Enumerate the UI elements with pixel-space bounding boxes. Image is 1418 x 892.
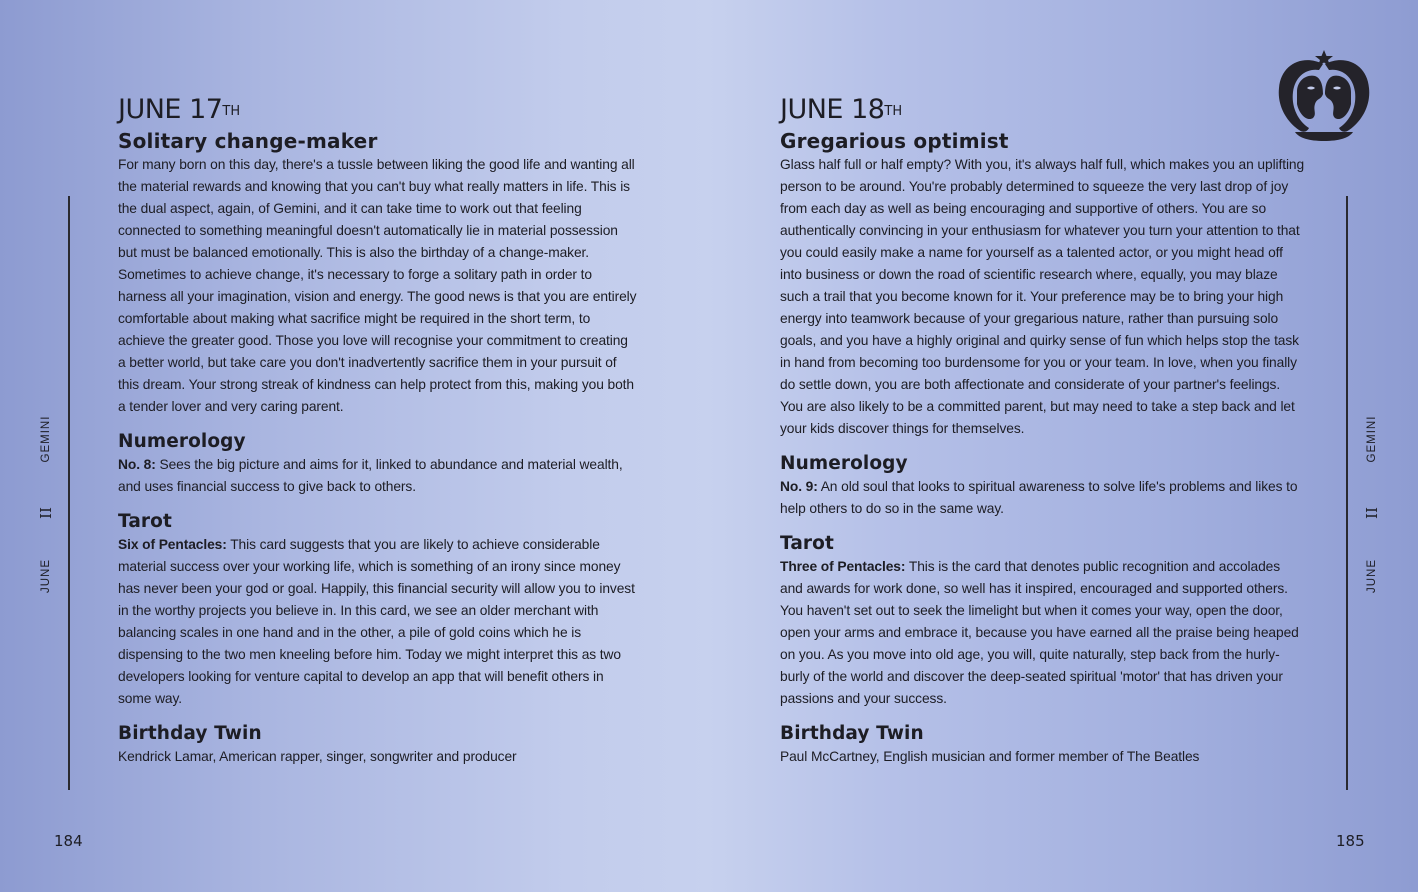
sidebar-month-label: JUNE: [1366, 558, 1378, 594]
numerology-heading: Numerology: [780, 453, 908, 474]
sidebar-sign-label: GEMINI: [40, 415, 52, 463]
tarot-text: Six of Pentacles: This card suggests that you are likely to achieve considerable material success over your working life, which is something of an irony since money has never been your god or goal. Happily, this financial security will allow you to invest in the worthy projects you believe in. In this card, we see an older merchant with balancing scales in one hand and in the other, a pile of gold coins which he is dispensing to the two men kneeling before him. Today we might interpret this as two developers looking for venture capital to develop an app that will benefit others in some way.: [118, 537, 635, 706]
tarot-heading: Tarot: [118, 511, 172, 532]
numerology-heading: Numerology: [118, 431, 246, 452]
gemini-glyph-icon: II: [37, 507, 55, 519]
tarot-heading: Tarot: [780, 533, 834, 554]
birthday-twin-heading: Birthday Twin: [780, 723, 924, 744]
numerology-text: No. 8: Sees the big picture and aims for it, linked to abundance and material wealth, and uses financial success to give back to others.: [118, 457, 623, 494]
sidebar-month-label: JUNE: [40, 558, 52, 594]
sidebar-sign-label: GEMINI: [1366, 415, 1378, 463]
entry-subtitle: Solitary change-maker: [118, 129, 378, 153]
entry-date: JUNE 17TH: [118, 94, 241, 125]
entry-subtitle: Gregarious optimist: [780, 129, 1009, 153]
birthday-twin-text: Kendrick Lamar, American rapper, singer, songwriter and producer: [118, 749, 517, 764]
numerology-text: No. 9: An old soul that looks to spiritual awareness to solve life's problems and likes to help others to do so in the same way.: [780, 479, 1298, 516]
sidebar-rule: [68, 196, 70, 790]
page-number: 185: [1336, 832, 1365, 850]
birthday-twin-heading: Birthday Twin: [118, 723, 262, 744]
entry-june-18: [780, 92, 1305, 768]
right-page: [709, 0, 1418, 892]
entry-june-17: [118, 92, 638, 768]
tarot-text: Three of Pentacles: This is the card that denotes public recognition and accolades and awards for work done, so well has it inspired, encouraged and supported others. You haven't set out to seek the limelight but when it comes your way, open the door, open your arms and embrace it, because you have earned all the praise being heaped on you. As you move into old age, you will, quite naturally, step back from the hurly-burly of the world and discover the deep-seated spiritual 'motor' that has driven your passions and your success.: [780, 559, 1299, 706]
gemini-glyph-icon: II: [1363, 507, 1381, 519]
entry-intro: For many born on this day, there's a tussle between liking the good life and wanting all the material rewards and knowing that you can't buy what really matters in life. This is the dual aspect, again, of Gemini, and it can take time to work out that feeling connected to something meaningful doesn't automatically lie in material possession but must be balanced emotionally. This is also the birthday of a change-maker. Sometimes to achieve change, it's necessary to forge a solitary path in order to harness all your imagination, vision and energy. The good news is that you are entirely comfortable about making what sacrifice might be required in the short term, to achieve the greater good. Those you love will recognise your commitment to creating a better world, but take care you don't inadvertently sacrifice them in your pursuit of this dream. Your strong streak of kindness can help protect from this, making you both a tender lover and very caring parent.: [118, 157, 637, 414]
page-number: 184: [54, 832, 83, 850]
entry-intro: Glass half full or half empty? With you, it's always half full, which makes you an uplifting person to be around. You're probably determined to squeeze the very last drop of joy from each day as well as being encouraging and supportive of others. You are so authentically convincing in your enthusiasm for whatever you turn your attention to that you could easily make a name for yourself as a talented actor, or you might head off into business or down the road of scientific research where, equally, you may blaze such a trail that you become known for it. Your preference may be to bring your high energy into teamwork because of your gregarious nature, rather than pursuing solo goals, and you have a highly original and quirky sense of fun which helps stop the task in hand from becoming too burdensome for you or your team. In love, when you finally do settle down, you are both affectionate and considerate of your partner's feelings. You are also likely to be a committed parent, but may need to take a step back and let your kids discover things for themselves.: [780, 157, 1305, 436]
sidebar-rule: [1346, 196, 1348, 790]
birthday-twin-text: Paul McCartney, English musician and former member of The Beatles: [780, 749, 1200, 764]
entry-date: JUNE 18TH: [780, 94, 903, 125]
